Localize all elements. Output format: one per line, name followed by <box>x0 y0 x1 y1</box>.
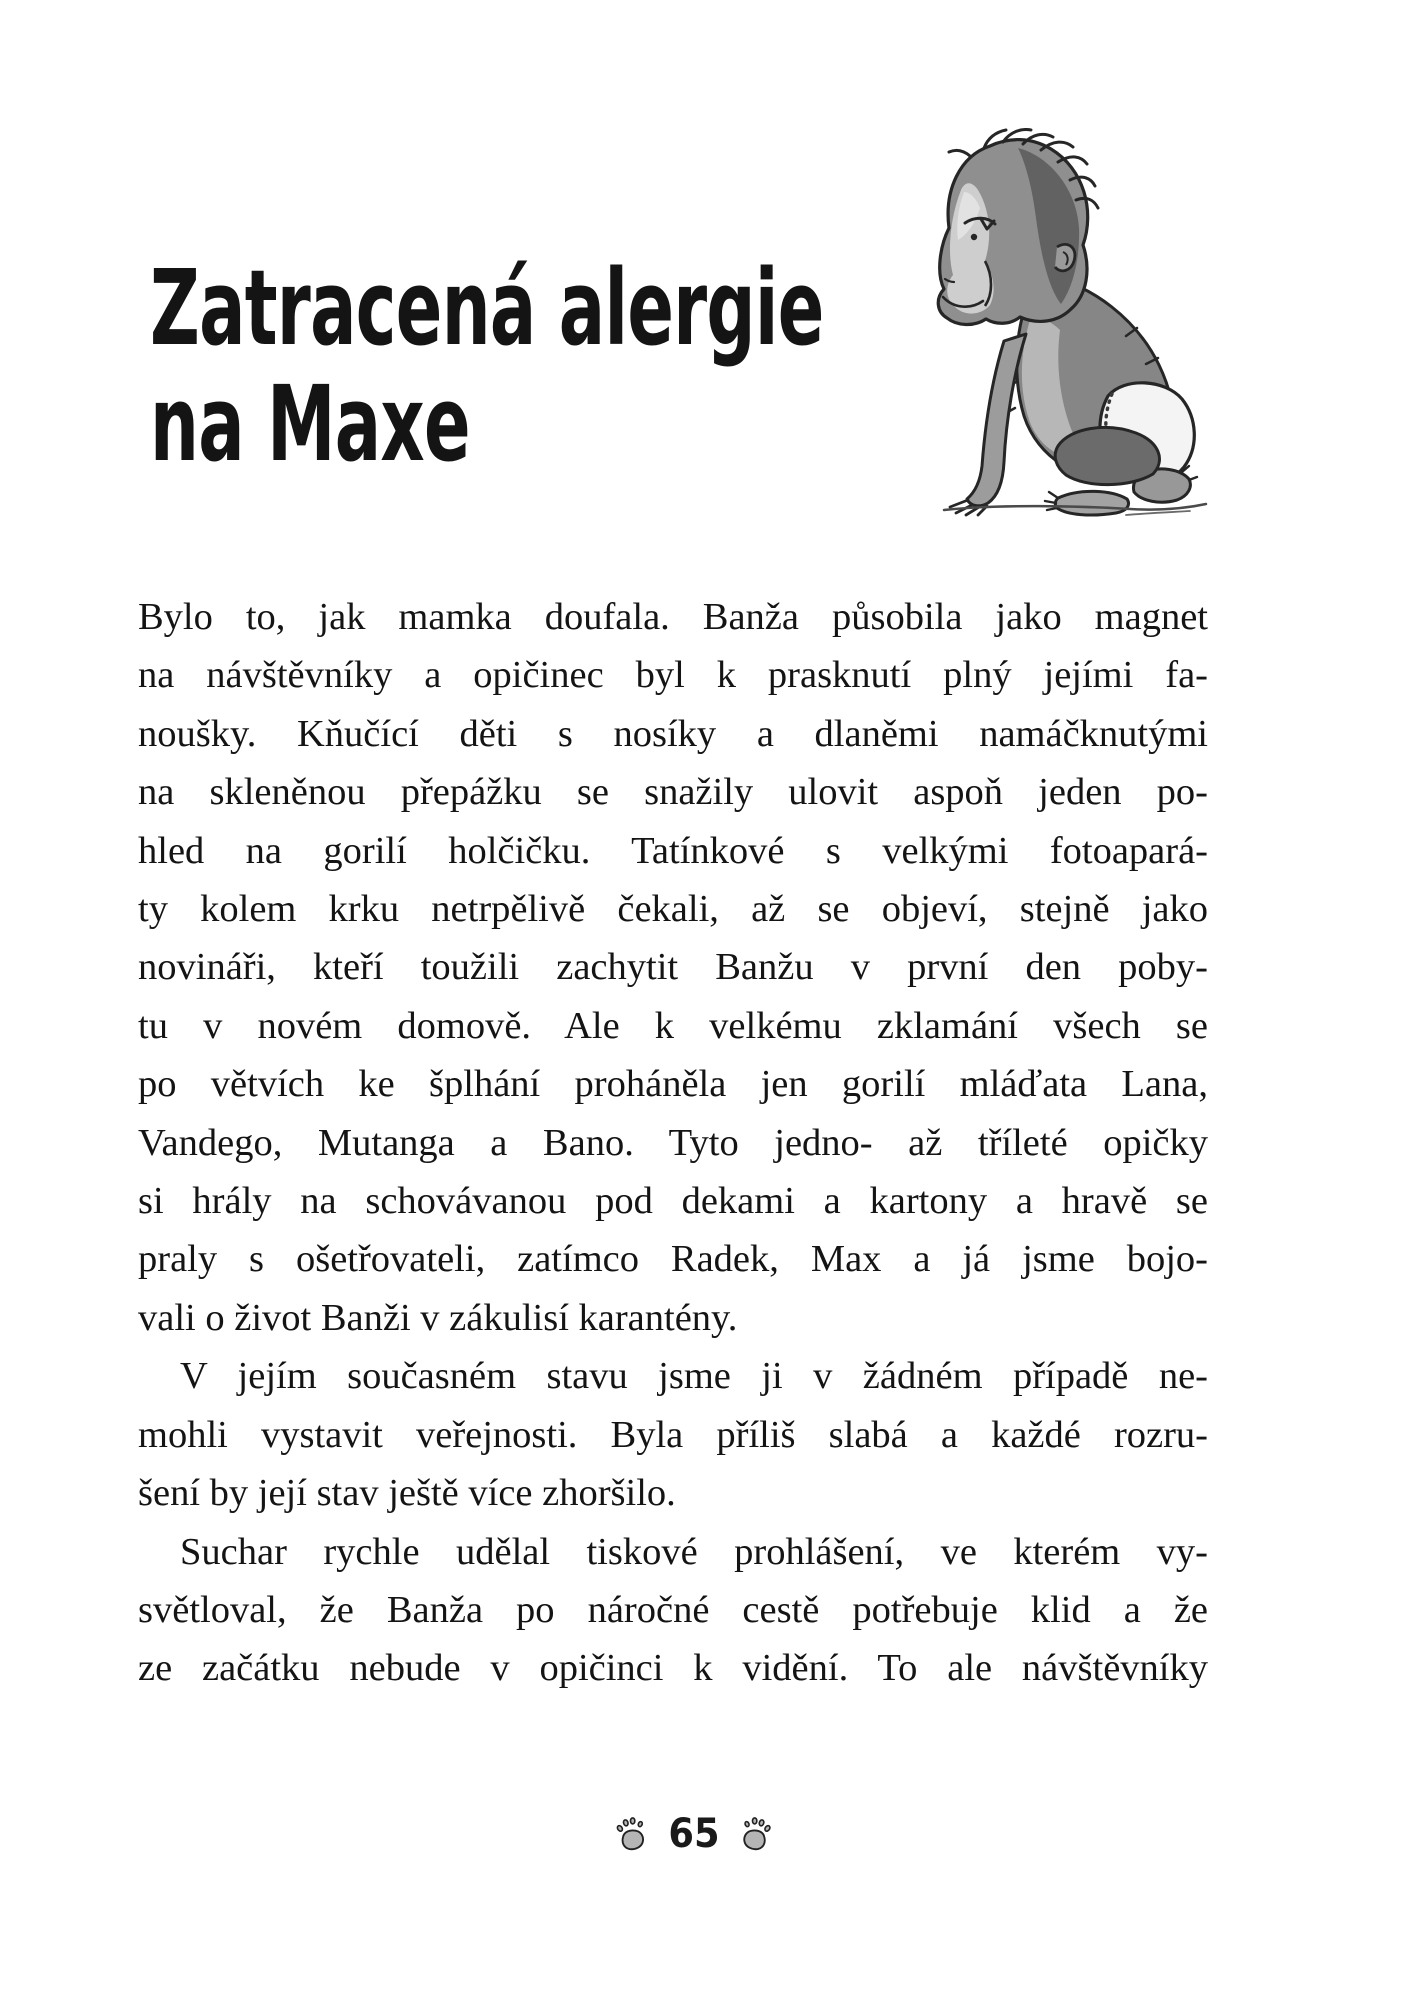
gorilla-drawing <box>930 128 1215 528</box>
body-text <box>138 588 1208 1698</box>
body-line: V jejím současném stavu jsme ji v žádném případě ne- <box>180 1355 1208 1398</box>
paw-print-icon <box>739 1817 773 1851</box>
paw-print-icon <box>614 1817 648 1851</box>
body-line: ze začátku nebude v opičinci k vidění. To ale návštěvníky <box>138 1647 1208 1690</box>
baby-gorilla-illustration <box>930 128 1215 528</box>
body-line: mohli vystavit veřejnosti. Byla příliš slabá a každé rozru- <box>138 1413 1208 1456</box>
body-line: hled na gorilí holčičku. Tatínkové s velkými fotoapará- <box>138 829 1208 872</box>
body-line: po větvích ke šplhání proháněla jen gorilí mláďata Lana, <box>138 1063 1208 1106</box>
body-line: tu v novém domově. Ale k velkému zklamání všech se <box>138 1004 1208 1047</box>
chapter-title-line-1: Zatracená alergie <box>150 247 824 369</box>
body-line: Bylo to, jak mamka doufala. Banža působila jako magnet <box>138 596 1208 638</box>
body-line: praly s ošetřovateli, zatímco Radek, Max a já jsme bojo- <box>138 1238 1208 1281</box>
body-line: si hrály na schovávanou pod dekami a kartony a hravě se <box>138 1180 1208 1223</box>
body-line: noušky. Kňučící děti s nosíky a dlaněmi namáčknutými <box>138 712 1208 755</box>
body-line: na skleněnou přepážku se snažily ulovit aspoň jeden po- <box>138 771 1208 814</box>
body-line: vali o život Banži v zákulisí karantény. <box>138 1296 738 1339</box>
page-number: 65 <box>667 1811 720 1857</box>
body-line: ty kolem krku netrpělivě čekali, až se objeví, stejně jako <box>138 888 1208 931</box>
body-line: novináři, kteří toužili zachytit Banžu v první den poby- <box>138 946 1208 989</box>
body-line: Vandego, Mutanga a Bano. Tyto jedno- až tříleté opičky <box>138 1121 1208 1164</box>
body-line: světloval, že Banža po náročné cestě potřebuje klid a že <box>138 1588 1208 1631</box>
body-line: šení by její stav ještě více zhoršilo. <box>138 1472 676 1515</box>
body-line: na návštěvníky a opičinec byl k prasknutí plný jejími fa- <box>138 654 1208 697</box>
body-line: Suchar rychle udělal tiskové prohlášení, ve kterém vy- <box>180 1530 1208 1573</box>
page-footer <box>614 1810 774 1858</box>
chapter-title-line-2: na Maxe <box>150 363 470 485</box>
